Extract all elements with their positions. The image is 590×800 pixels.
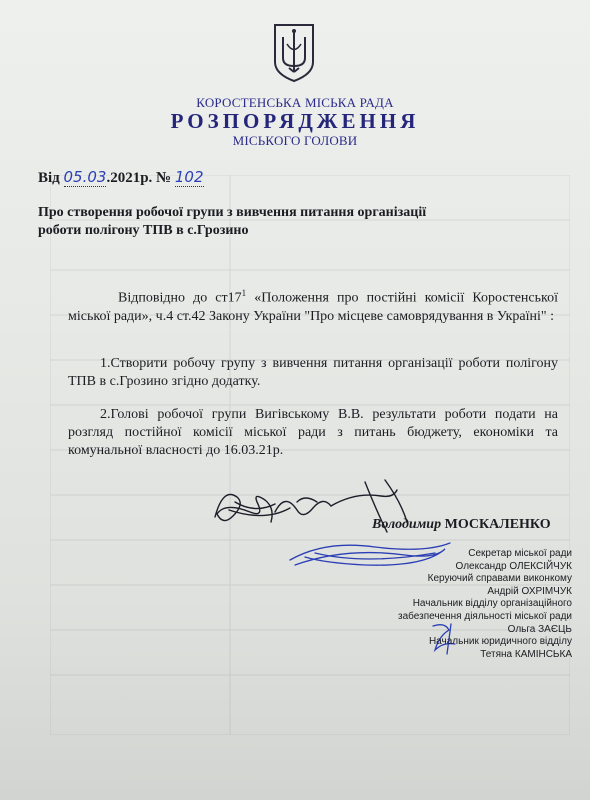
visa-line: Тетяна КАМІНСЬКА [480,648,572,660]
visa-line: Начальник відділу організаційного [412,598,572,610]
document-title: РОЗПОРЯДЖЕННЯ [170,109,420,133]
item-1-paragraph: 1.Створити робочу групу з вивчення питання організації роботи полігону ТПВ в с.Грозино згідно додатку. [68,356,558,389]
subject-line: Про створення робочої групи з вивчення питання організації роботи полігону ТПВ в с.Грозино [38,205,427,238]
item-2-paragraph: 2.Голові робочої групи Вигівському В.В. результати роботи подати на розгляд постійної комісії міської ради з питань бюджету, економіки та комунальної власності до 16.03.21р. [68,407,558,458]
preamble-rest: «Положення про постійні комісії Коростенської міської ради», ч.4 ст.42 Закону України "Про місцеве самоврядування в Україні" : [68,290,558,324]
date-number-line [38,168,204,187]
visa-line: Начальник юридичного відділу [428,636,572,648]
preamble-paragraph [68,284,558,326]
signatory-name [372,517,551,533]
visa-line: Андрій ОХРІМЧУК [487,585,572,597]
handwritten-date: 05.03 [63,168,107,186]
visa-line: Керуючий справами виконкому [427,573,572,585]
year-label: .2021р. № [106,170,172,186]
visa-line: Секретар міської ради [468,548,572,559]
approval-visas [320,548,572,661]
handwritten-number: 102 [174,168,204,186]
signatory-last-name: МОСКАЛЕНКО [444,517,551,532]
visa-line: Ольга ЗАЄЦЬ [507,623,572,635]
article-superscript: 1 [241,288,247,298]
visa-line: забезпечення діяльності міської ради [398,610,572,622]
preamble-start: Відповідно до ст17 [118,290,242,306]
document-subtitle: МІСЬКОГО ГОЛОВИ [232,133,358,148]
visa-line: Олександр ОЛЕКСІЙЧУК [455,560,572,572]
signatory-first-name: Володимир [372,517,445,532]
coat-of-arms-icon [272,22,316,84]
council-name: КОРОСТЕНСЬКА МІСЬКА РАДА [196,95,394,110]
from-label: Від [38,170,60,186]
